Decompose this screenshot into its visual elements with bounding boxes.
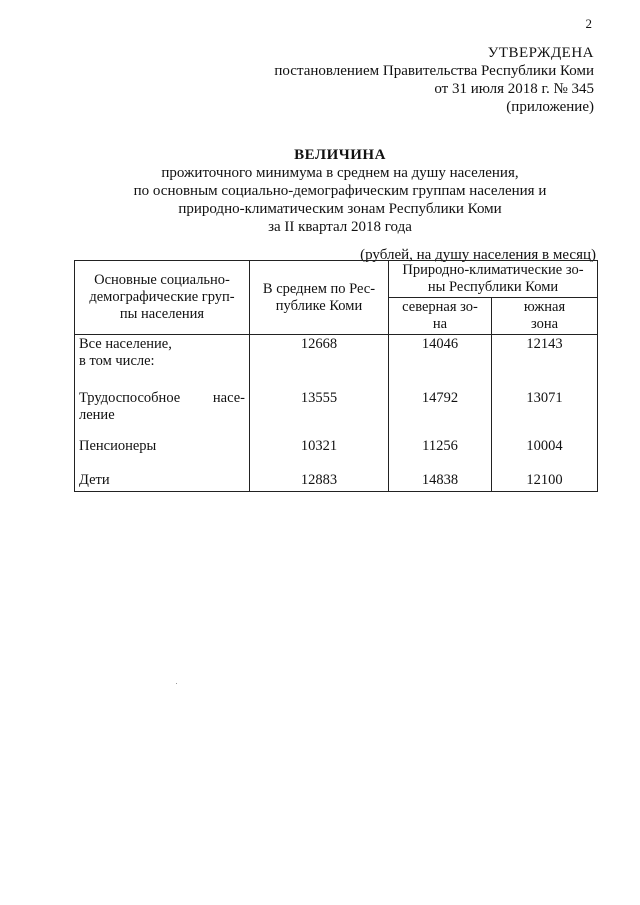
- table-header-row: [75, 261, 598, 298]
- page-number: 2: [585, 16, 592, 31]
- heading-line-4: за II квартал 2018 года: [268, 219, 412, 235]
- approval-title: УТВЕРЖДЕНА: [487, 45, 594, 61]
- approval-line-3: (приложение): [506, 99, 594, 115]
- cell-south: 12100: [492, 471, 598, 492]
- cell-south: 10004: [492, 437, 598, 471]
- header-south: южная зона: [492, 298, 598, 335]
- cell-north: 14046: [389, 335, 492, 390]
- table-row: [75, 471, 598, 492]
- table-row: [75, 335, 598, 390]
- document-title: ВЕЛИЧИНА: [294, 147, 386, 163]
- scan-speck: [176, 683, 177, 684]
- cell-average: 12883: [250, 471, 389, 492]
- row-label: Трудоспособное насе- ление: [75, 389, 250, 437]
- header-zones: Природно-климатические зо- ны Республики Коми: [389, 261, 598, 298]
- cell-south: 12143: [492, 335, 598, 390]
- heading-line-1: прожиточного минимума в среднем на душу населения,: [161, 165, 519, 181]
- subsistence-table: [74, 260, 598, 492]
- approval-line-1: постановлением Правительства Республики Коми: [274, 63, 594, 79]
- table-row: [75, 437, 598, 471]
- row-label: Пенсионеры: [75, 437, 250, 471]
- cell-north: 11256: [389, 437, 492, 471]
- cell-average: 13555: [250, 389, 389, 437]
- row-label: Дети: [75, 471, 250, 492]
- units-note: (рублей, на душу населения в месяц): [360, 247, 596, 263]
- row-label: Все население, в том числе:: [75, 335, 250, 390]
- header-north: северная зо- на: [389, 298, 492, 335]
- header-group: Основные социально- демографические груп- пы населения: [75, 261, 250, 335]
- cell-south: 13071: [492, 389, 598, 437]
- header-average: В среднем по Рес- публике Коми: [250, 261, 389, 335]
- cell-average: 10321: [250, 437, 389, 471]
- table-row: [75, 389, 598, 437]
- heading-line-2: по основным социально-демографическим группам населения и: [133, 183, 547, 199]
- heading-line-3: природно-климатическим зонам Республики Коми: [178, 201, 502, 217]
- approval-block: [274, 44, 594, 116]
- cell-north: 14792: [389, 389, 492, 437]
- cell-north: 14838: [389, 471, 492, 492]
- document-heading: [90, 146, 590, 236]
- approval-line-2: от 31 июля 2018 г. № 345: [434, 81, 594, 97]
- cell-average: 12668: [250, 335, 389, 390]
